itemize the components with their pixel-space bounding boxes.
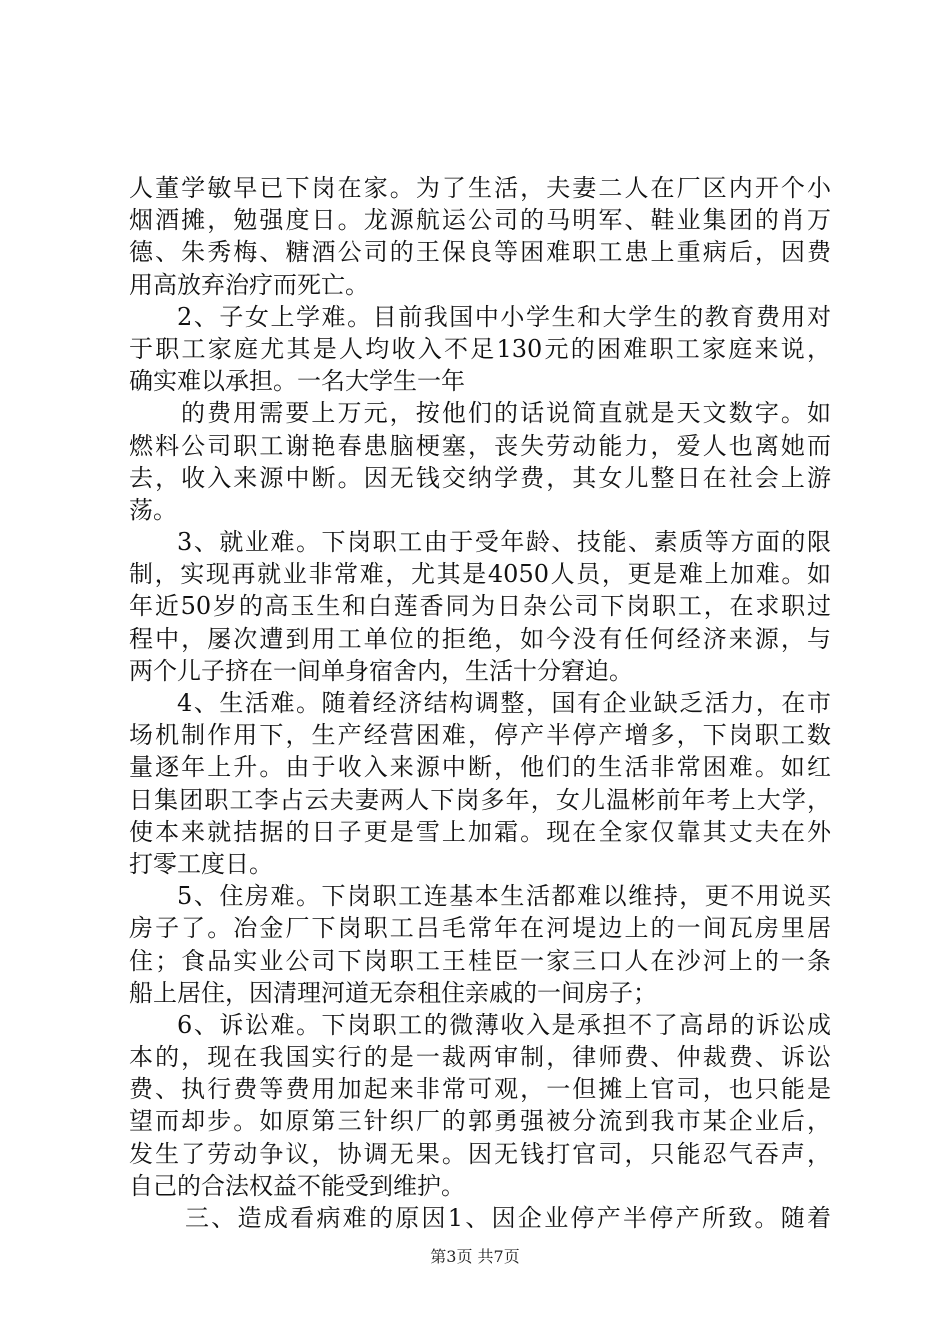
text-line: 德、朱秀梅、糖酒公司的王保良等困难职工患上重病后，因费	[129, 238, 831, 267]
text-line: 程中，屡次遭到用工单位的拒绝，如今没有任何经济来源，与	[129, 624, 831, 653]
text-line: 费、执行费等费用加起来非常可观，一但摊上官司，也只能是	[129, 1075, 831, 1104]
text-line: 量逐年上升。由于收入来源中断，他们的生活非常困难。如红	[129, 753, 831, 782]
text-line: 自己的合法权益不能受到维护。	[129, 1171, 465, 1200]
text-line: 两个儿子挤在一间单身宿舍内，生活十分窘迫。	[129, 656, 633, 685]
text-line: 荡。	[129, 495, 177, 524]
section-heading-line: 6、诉讼难。下岗职工的微薄收入是承担不了高昂的诉讼成	[177, 1010, 831, 1039]
text-line: 使本来就拮据的日子更是雪上加霜。现在全家仅靠其丈夫在外	[129, 817, 831, 846]
text-line: 船上居住，因清理河道无奈租住亲戚的一间房子；	[129, 978, 657, 1007]
text-line: 发生了劳动争议，协调无果。因无钱打官司，只能忍气吞声，	[129, 1139, 831, 1168]
section-heading-line: 三、造成看病难的原因1、因企业停产半停产所致。随着	[185, 1204, 831, 1232]
text-line: 住；食品实业公司下岗职工王桂臣一家三口人在沙河上的一条	[129, 946, 831, 975]
text-line: 确实难以承担。一名大学生一年	[129, 367, 465, 396]
section-heading-line: 4、生活难。随着经济结构调整，国有企业缺乏活力，在市	[177, 689, 831, 717]
text-line: 场机制作用下，生产经营困难，停产半停产增多，下岗职工数	[129, 721, 831, 750]
section-heading-line: 3、就业难。下岗职工由于受年龄、技能、素质等方面的限	[177, 528, 831, 557]
section-heading-line: 5、住房难。下岗职工连基本生活都难以维持，更不用说买	[177, 882, 831, 911]
text-line: 于职工家庭尤其是人均收入不足130元的困难职工家庭来说，	[129, 334, 831, 363]
text-line: 的费用需要上万元，按他们的话说简直就是天文数字。如	[181, 399, 831, 428]
section-heading-line: 2、子女上学难。目前我国中小学生和大学生的教育费用对	[177, 302, 831, 331]
text-line: 人董学敏早已下岗在家。为了生活，夫妻二人在厂区内开个小	[129, 174, 831, 202]
text-line: 年近50岁的高玉生和白莲香同为日杂公司下岗职工，在求职过	[129, 592, 831, 621]
text-line: 打零工度日。	[129, 849, 273, 878]
text-line: 燃料公司职工谢艳春患脑梗塞，丧失劳动能力，爱人也离她而	[129, 431, 831, 460]
text-line: 制，实现再就业非常难，尤其是4050人员，更是难上加难。如	[129, 560, 831, 589]
text-line: 望而却步。如原第三针织厂的郭勇强被分流到我市某企业后，	[129, 1107, 831, 1136]
text-line: 用高放弃治疗而死亡。	[129, 270, 369, 299]
body-text	[129, 172, 831, 1234]
text-line: 烟酒摊，勉强度日。龙源航运公司的马明军、鞋业集团的肖万	[129, 206, 831, 235]
text-line: 房子了。冶金厂下岗职工吕毛常年在河堤边上的一间瓦房里居	[129, 914, 831, 943]
page-number: 第3页 共7页	[430, 1247, 520, 1266]
text-line: 日集团职工李占云夫妻两人下岗多年，女儿温彬前年考上大学，	[129, 785, 831, 814]
text-line: 本的，现在我国实行的是一裁两审制，律师费、仲裁费、诉讼	[129, 1043, 831, 1072]
text-line: 去，收入来源中断。因无钱交纳学费，其女儿整日在社会上游	[129, 463, 831, 492]
